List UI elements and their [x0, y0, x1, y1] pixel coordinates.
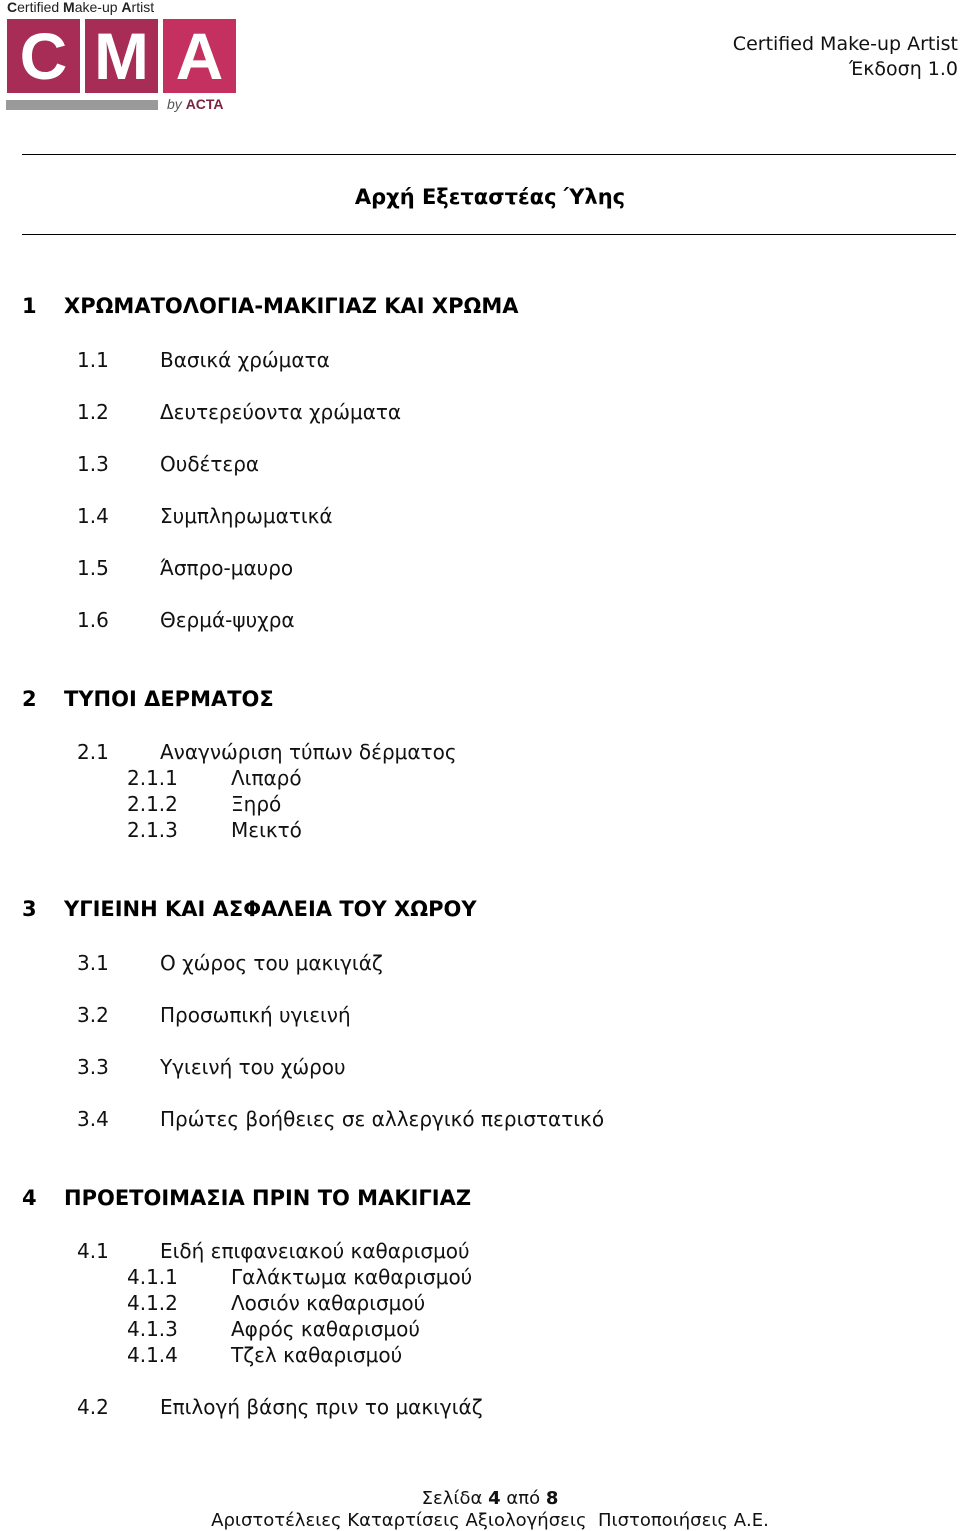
item-4-2: 4.2 Επιλογή βάσης πριν το μακιγιάζ: [77, 1395, 483, 1419]
cma-logo: [6, 0, 240, 118]
item-4-1-2: 4.1.2 Λοσιόν καθαρισμού: [127, 1291, 426, 1315]
item-2-1-2: 2.1.2 Ξηρό: [127, 792, 282, 816]
header-version: Έκδοση 1.0: [849, 58, 958, 80]
item-3-3: 3.3 Υγιεινή του χώρου: [77, 1055, 346, 1079]
document-header: [733, 32, 958, 82]
item-2-1-3: 2.1.3 Μεικτό: [127, 818, 302, 842]
item-4-1-4: 4.1.4 Τζελ καθαρισμού: [127, 1343, 403, 1367]
logo-tagline: Certified Make-up Artist: [7, 0, 155, 15]
section-4-heading: 4 ΠΡΟΕΤΟΙΜΑΣΙΑ ΠΡΙΝ ΤΟ ΜΑΚΙΓΙΑΖ: [22, 1186, 472, 1210]
item-4-1-1: 4.1.1 Γαλάκτωμα καθαρισμού: [127, 1265, 473, 1289]
footer-company: Αριστοτέλειες Καταρτίσεις Αξιολογήσεις Πιστοποιήσεις Α.Ε.: [211, 1510, 769, 1531]
item-1-5: 1.5 Άσπρο-μαυρο: [77, 556, 294, 580]
section-1-heading: 1 ΧΡΩΜΑΤΟΛΟΓΙΑ-ΜΑΚΙΓΙΑΖ ΚΑΙ ΧΡΩΜΑ: [22, 294, 519, 318]
logo-letter-m: M: [85, 19, 158, 93]
item-1-6: 1.6 Θερμά-ψυχρα: [77, 608, 295, 632]
item-2-1-1: 2.1.1 Λιπαρό: [127, 766, 302, 790]
page-title: Αρχή Εξεταστέας Ύλης: [354, 185, 626, 209]
header-rule: [22, 154, 956, 155]
item-3-2: 3.2 Προσωπική υγιεινή: [77, 1003, 351, 1027]
item-4-1-3: 4.1.3 Αφρός καθαρισμού: [127, 1317, 420, 1341]
item-2-1: 2.1 Αναγνώριση τύπων δέρματος: [77, 740, 457, 764]
item-1-1: 1.1 Βασικά χρώματα: [77, 348, 330, 372]
item-1-2: 1.2 Δευτερεύοντα χρώματα: [77, 400, 402, 424]
section-3-heading: 3 ΥΓΙΕΙΝΗ ΚΑΙ ΑΣΦΑΛΕΙΑ ΤΟΥ ΧΩΡΟΥ: [22, 897, 477, 921]
logo-by-acta: by ACTA: [167, 96, 224, 112]
section-2-heading: 2 ΤΥΠΟΙ ΔΕΡΜΑΤΟΣ: [22, 687, 274, 711]
item-1-4: 1.4 Συμπληρωματικά: [77, 504, 333, 528]
title-rule: [22, 234, 956, 235]
logo-letter-c: C: [7, 19, 80, 93]
item-4-1: 4.1 Ειδή επιφανειακού καθαρισμού: [77, 1239, 470, 1263]
page-number: Σελίδα 4 από 8: [421, 1488, 559, 1509]
logo-bar: [6, 100, 158, 110]
item-3-1: 3.1 Ο χώρος του μακιγιάζ: [77, 951, 383, 975]
item-1-3: 1.3 Ουδέτερα: [77, 452, 260, 476]
header-course-name: Certified Make-up Artist: [732, 33, 958, 55]
item-3-4: 3.4 Πρώτες βοήθειες σε αλλεργικό περιστατικό: [77, 1107, 605, 1131]
logo-letter-a: A: [163, 19, 236, 93]
